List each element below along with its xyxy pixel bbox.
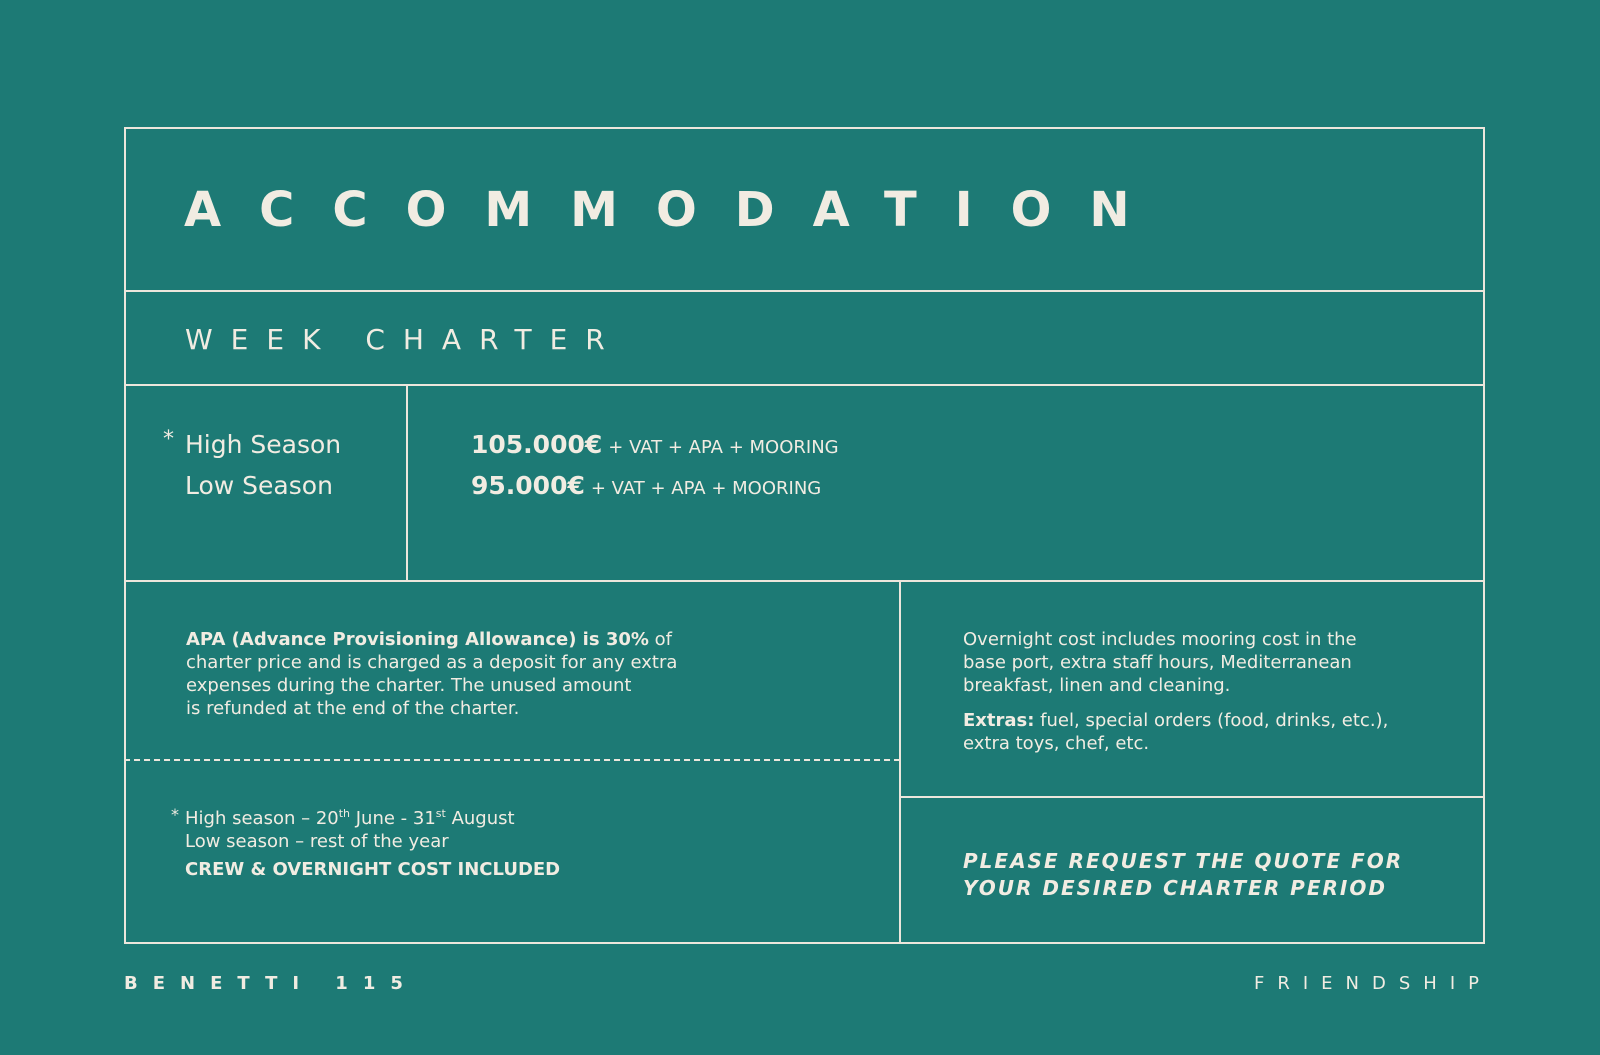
divider-lower-column — [899, 580, 901, 944]
extras-text: fuel, special orders (food, drinks, etc.), — [1034, 710, 1389, 731]
overnight-line-1: Overnight cost includes mooring cost in the — [963, 629, 1357, 650]
notes-asterisk: * — [171, 805, 179, 824]
price-high-extras: + VAT + APA + MOORING — [608, 437, 839, 458]
apa-line-2: charter price and is charged as a deposit for any extra — [186, 652, 678, 673]
note-high-sup1: th — [338, 807, 351, 820]
note-high-prefix: High season – 20 — [185, 808, 339, 829]
note-crew-included: CREW & OVERNIGHT COST INCLUDED — [185, 859, 561, 880]
quote-request-line-1: PLEASE REQUEST THE QUOTE FOR — [963, 849, 1404, 873]
season-notes — [185, 807, 560, 881]
price-low — [471, 471, 821, 504]
extras-label: Extras: — [963, 710, 1035, 731]
apa-line-1 — [186, 628, 886, 651]
price-low-extras: + VAT + APA + MOORING — [590, 478, 822, 499]
season-label-high: High Season — [185, 430, 342, 459]
season-asterisk: * — [163, 427, 174, 452]
apa-text-1: of — [648, 629, 672, 650]
note-high-suffix: August — [445, 808, 515, 829]
overnight-line-2: base port, extra staff hours, Mediterranean — [963, 652, 1352, 673]
divider-subtitle — [124, 384, 1485, 386]
divider-dashed — [124, 759, 900, 761]
quote-request — [963, 848, 1403, 902]
quote-request-line-2: YOUR DESIRED CHARTER PERIOD — [963, 876, 1387, 900]
apa-line-3: expenses during the charter. The unused amount — [186, 675, 632, 696]
price-high-amount: 105.000€ — [471, 430, 603, 459]
note-low-season: Low season – rest of the year — [185, 831, 449, 852]
season-label-low: Low Season — [185, 471, 333, 500]
divider-title — [124, 290, 1485, 292]
divider-pricing — [124, 580, 1485, 582]
overnight-line-3: breakfast, linen and cleaning. — [963, 675, 1231, 696]
divider-overnight — [900, 796, 1485, 798]
apa-description — [186, 628, 886, 720]
note-high-middle: June - 31 — [350, 808, 436, 829]
note-high-sup2: st — [435, 807, 446, 820]
note-high-season — [185, 807, 560, 830]
price-low-amount: 95.000€ — [471, 471, 585, 500]
divider-season-column — [406, 384, 408, 581]
price-high — [471, 430, 839, 463]
footer-model: BENETTI 115 — [124, 973, 418, 994]
page-title: ACCOMMODATION — [184, 182, 1168, 238]
apa-bold: APA (Advance Provisioning Allowance) is 30% — [186, 629, 649, 650]
extras-line-2: extra toys, chef, etc. — [963, 733, 1150, 754]
apa-line-4: is refunded at the end of the charter. — [186, 698, 520, 719]
extras-line-1 — [963, 709, 1463, 732]
footer-yacht-name: FRIENDSHIP — [1254, 973, 1492, 994]
overnight-description — [963, 628, 1463, 755]
page-subtitle: WEEK CHARTER — [185, 323, 623, 356]
